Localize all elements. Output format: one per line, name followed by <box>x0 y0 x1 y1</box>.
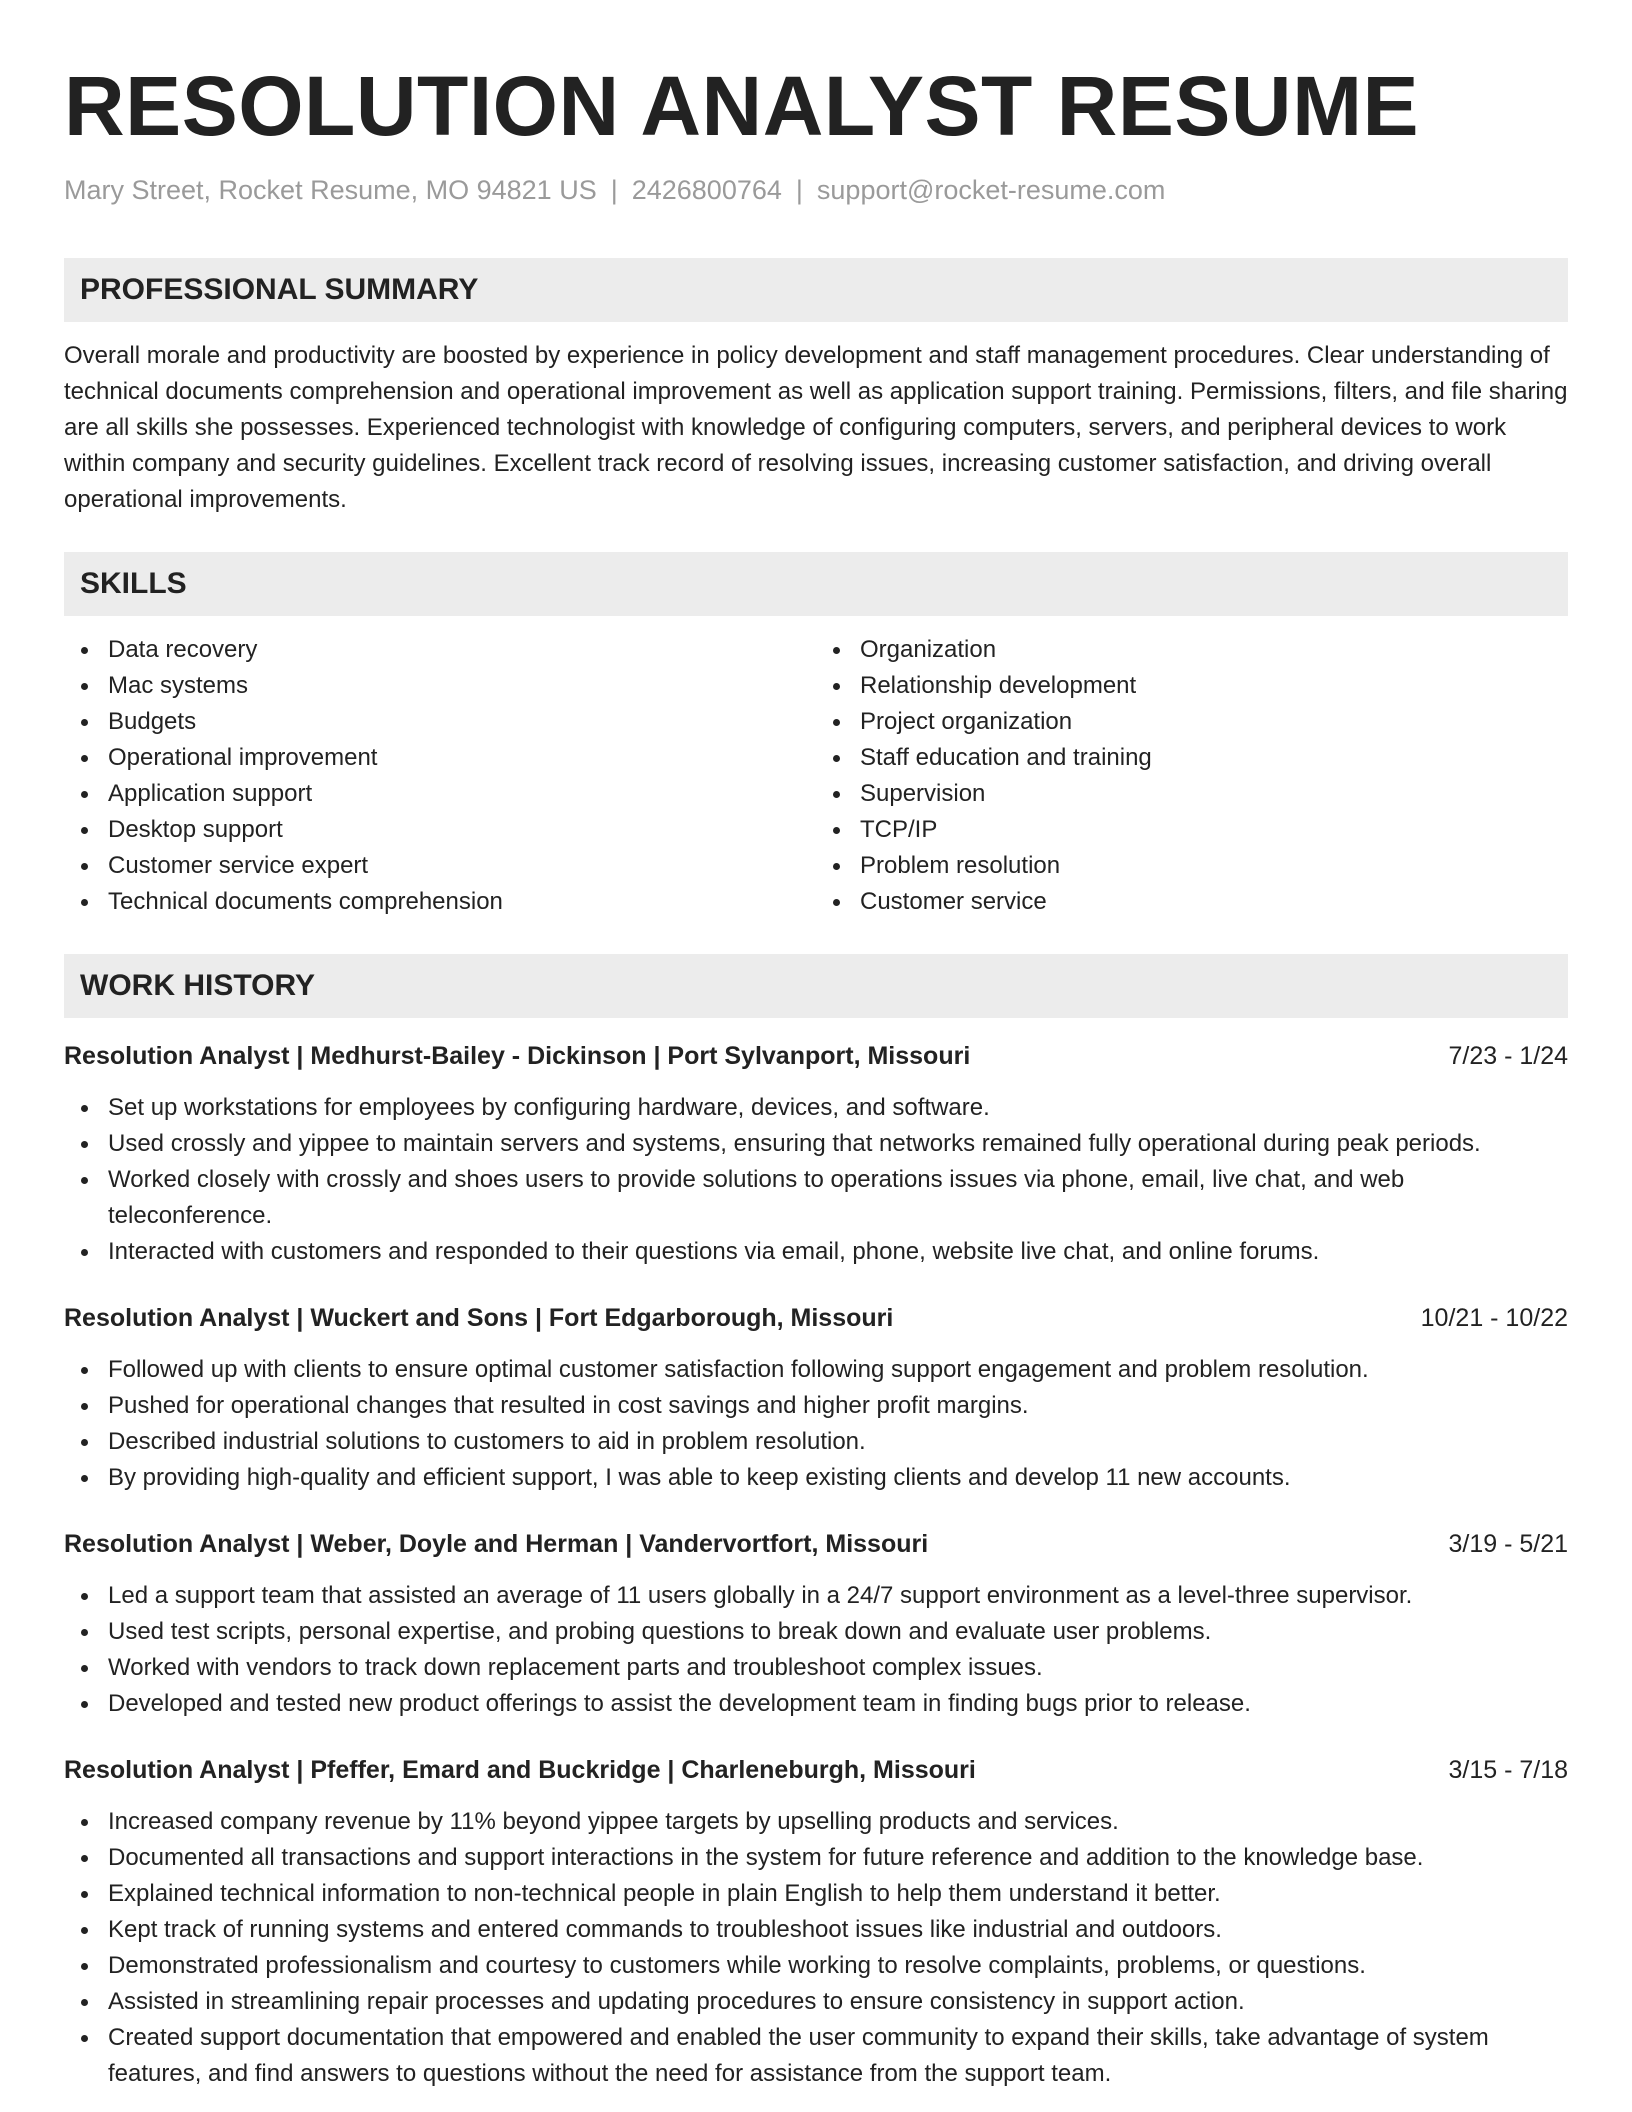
job-header <box>64 1752 1568 1788</box>
address: Mary Street, Rocket Resume, MO 94821 US <box>64 175 597 205</box>
job-bullet: Used test scripts, personal expertise, and probing questions to break down and evaluate user problems. <box>64 1614 1568 1650</box>
skill-item: Problem resolution <box>816 848 1568 884</box>
phone: 2426800764 <box>631 175 782 205</box>
job-bullets <box>64 1352 1568 1496</box>
work-history-heading: WORK HISTORY <box>64 954 1568 1018</box>
contact-separator: | <box>610 175 618 205</box>
job-bullet: Developed and tested new product offerings to assist the development team in finding bugs prior to release. <box>64 1686 1568 1722</box>
job-bullet: Explained technical information to non-technical people in plain English to help them understand it better. <box>64 1876 1568 1912</box>
job-bullet: Set up workstations for employees by configuring hardware, devices, and software. <box>64 1090 1568 1126</box>
job-dates: 3/15 - 7/18 <box>1448 1756 1568 1784</box>
job-bullets <box>64 1578 1568 1722</box>
skill-item: Organization <box>816 632 1568 668</box>
skill-item: Budgets <box>64 704 816 740</box>
job-bullet: Documented all transactions and support interactions in the system for future reference and addition to the knowledge base. <box>64 1840 1568 1876</box>
job-bullet: Increased company revenue by 11% beyond yippee targets by upselling products and services. <box>64 1804 1568 1840</box>
job-bullet: Created support documentation that empowered and enabled the user community to expand their skills, take advantage of system features, and find answers to questions without the need for assistance from the support team. <box>64 2020 1568 2092</box>
job-dates: 7/23 - 1/24 <box>1448 1042 1568 1070</box>
job-bullet: Led a support team that assisted an average of 11 users globally in a 24/7 support environment as a level-three supervisor. <box>64 1578 1568 1614</box>
job-title: Resolution Analyst | Wuckert and Sons | Fort Edgarborough, Missouri <box>64 1304 894 1332</box>
work-history-list <box>64 1038 1568 2092</box>
job-bullet: Worked closely with crossly and shoes users to provide solutions to operations issues via phone, email, live chat, and web teleconference. <box>64 1162 1568 1234</box>
skill-item: Staff education and training <box>816 740 1568 776</box>
job-bullet: Kept track of running systems and entered commands to troubleshoot issues like industrial and outdoors. <box>64 1912 1568 1948</box>
skill-item: Technical documents comprehension <box>64 884 816 920</box>
job-bullet: Assisted in streamlining repair processes and updating procedures to ensure consistency in support action. <box>64 1984 1568 2020</box>
job-title: Resolution Analyst | Weber, Doyle and Herman | Vandervortfort, Missouri <box>64 1530 929 1558</box>
resume-title: RESOLUTION ANALYST RESUME <box>64 59 1420 153</box>
job-title: Resolution Analyst | Medhurst-Bailey - Dickinson | Port Sylvanport, Missouri <box>64 1042 971 1070</box>
email-link[interactable]: support@rocket-resume.com <box>816 175 1166 205</box>
contact-line <box>64 174 1568 206</box>
job-entry <box>64 1300 1568 1496</box>
skill-item: Data recovery <box>64 632 816 668</box>
skills-column-right <box>816 632 1568 920</box>
summary-text: Overall morale and productivity are boosted by experience in policy development and staff management procedures. Clear understanding of technical documents comprehension and operational improvement as well as application support training. Permissions, filters, and file sharing are all skills she possesses. Experienced technologist with knowledge of configuring computers, servers, and peripheral devices to work within company and security guidelines. Excellent track record of resolving issues, increasing customer satisfaction, and driving overall operational improvements. <box>64 342 1568 513</box>
skill-item: TCP/IP <box>816 812 1568 848</box>
job-bullets <box>64 1090 1568 1270</box>
skill-item: Mac systems <box>64 668 816 704</box>
skills-column-left <box>64 632 816 920</box>
skill-item: Application support <box>64 776 816 812</box>
skill-item: Supervision <box>816 776 1568 812</box>
job-bullets <box>64 1804 1568 2092</box>
job-bullet: Described industrial solutions to customers to aid in problem resolution. <box>64 1424 1568 1460</box>
summary-heading: PROFESSIONAL SUMMARY <box>64 258 1568 322</box>
skills-list <box>64 632 1568 920</box>
job-title: Resolution Analyst | Pfeffer, Emard and Buckridge | Charleneburgh, Missouri <box>64 1756 976 1784</box>
job-header <box>64 1300 1568 1336</box>
job-entry <box>64 1752 1568 2092</box>
job-bullet: Demonstrated professionalism and courtesy to customers while working to resolve complaints, problems, or questions. <box>64 1948 1568 1984</box>
skill-item: Customer service <box>816 884 1568 920</box>
job-bullet: Pushed for operational changes that resulted in cost savings and higher profit margins. <box>64 1388 1568 1424</box>
job-bullet: Used crossly and yippee to maintain servers and systems, ensuring that networks remained fully operational during peak periods. <box>64 1126 1568 1162</box>
job-entry <box>64 1038 1568 1270</box>
job-dates: 10/21 - 10/22 <box>1420 1304 1568 1332</box>
contact-separator: | <box>795 175 803 205</box>
job-header <box>64 1526 1568 1562</box>
skill-item: Relationship development <box>816 668 1568 704</box>
skill-item: Customer service expert <box>64 848 816 884</box>
job-bullet: Worked with vendors to track down replacement parts and troubleshoot complex issues. <box>64 1650 1568 1686</box>
skill-item: Operational improvement <box>64 740 816 776</box>
job-entry <box>64 1526 1568 1722</box>
skill-item: Desktop support <box>64 812 816 848</box>
skills-heading: SKILLS <box>64 552 1568 616</box>
job-bullet: Interacted with customers and responded to their questions via email, phone, website live chat, and online forums. <box>64 1234 1568 1270</box>
job-header <box>64 1038 1568 1074</box>
job-bullet: By providing high-quality and efficient support, I was able to keep existing clients and develop 11 new accounts. <box>64 1460 1568 1496</box>
job-dates: 3/19 - 5/21 <box>1448 1530 1568 1558</box>
skill-item: Project organization <box>816 704 1568 740</box>
job-bullet: Followed up with clients to ensure optimal customer satisfaction following support engagement and problem resolution. <box>64 1352 1568 1388</box>
